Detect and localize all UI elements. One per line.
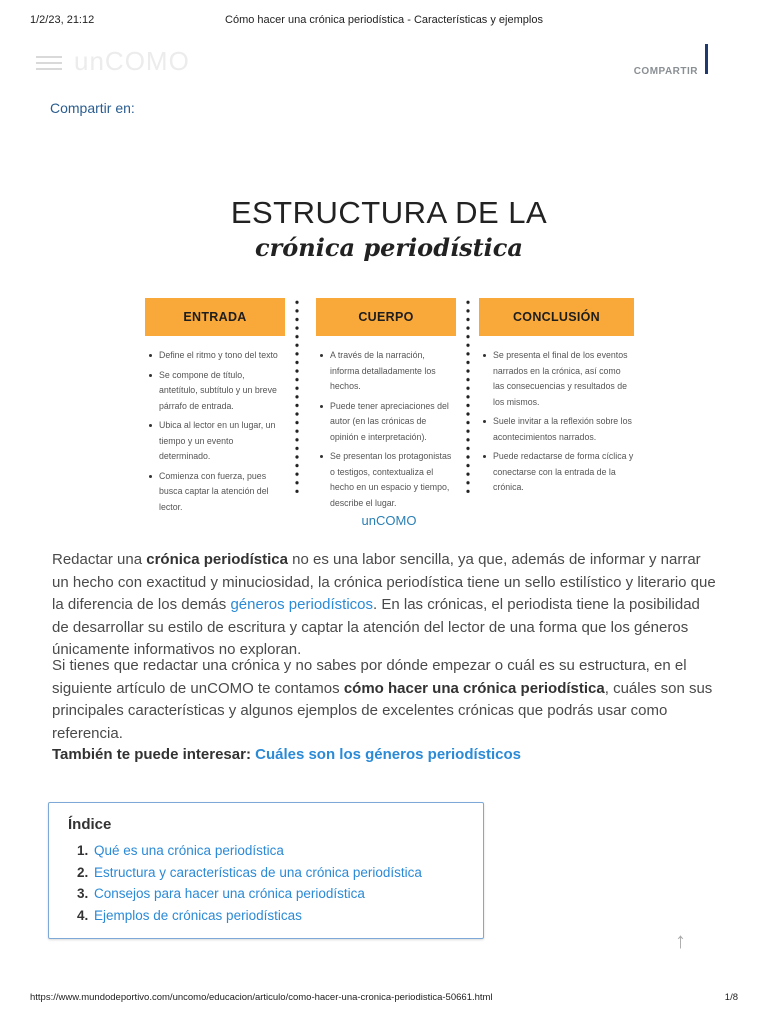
infographic-subtitle: crónica periodística (255, 233, 523, 262)
toc-number: 3. (77, 886, 89, 901)
menu-icon[interactable] (36, 56, 62, 70)
text: . En las crónicas, el periodista tiene la posibilidad de desarrollar su estilo de escritura y captar la atención del lector de una forma que los géneros únicamente informativos no exploran. (52, 596, 700, 658)
print-url: https://www.mundodeportivo.com/uncomo/educacion/articulo/como-hacer-una-cronica-periodistica-50661.html (30, 992, 493, 1003)
related-article-link[interactable]: Cuáles son los géneros periodísticos (255, 746, 522, 763)
text: , cuáles son sus principales características y algunos ejemplos de excelentes crónicas que podrás usar como referencia. (52, 679, 713, 742)
toc-link[interactable]: Qué es una crónica periodística (94, 843, 284, 858)
intro-paragraph (52, 549, 720, 662)
column-item: Comienza con fuerza, pues busca captar la atención del lector. (149, 469, 285, 516)
infographic-brand-logo: unCOMO (361, 513, 417, 528)
toc-link[interactable]: Estructura y características de una crónica periodística (94, 864, 422, 880)
toc-link[interactable]: Ejemplos de crónicas periodísticas (94, 907, 302, 923)
column-heading: ENTRADA (145, 298, 285, 336)
text: no es una labor sencilla, ya que, además de informar y narrar un hecho con exactitud y minuciosidad, la crónica periodística tiene un sello estilístico y literario que la diferencia de los demás (52, 551, 716, 613)
toc-number: 1. (77, 843, 89, 858)
print-page-number: 1/8 (724, 992, 738, 1003)
share-button[interactable]: COMPARTIR (633, 66, 698, 77)
toc-number: 4. (77, 907, 89, 923)
related-label: También te puede interesar: (52, 746, 256, 763)
second-paragraph (52, 655, 720, 745)
print-datetime: 1/2/23, 21:12 (30, 14, 95, 26)
print-footer (30, 992, 738, 1012)
column-item: Se presentan los protagonistas o testigos, contextualiza el hecho en un espacio y tiempo, describe el lugar. (320, 449, 456, 511)
generos-periodisticos-link[interactable]: géneros periodísticos (230, 596, 374, 613)
column-heading: CONCLUSIÓN (479, 298, 634, 336)
column-item: Suele invitar a la reflexión sobre los acontecimientos narrados. (483, 414, 634, 445)
bold-text: crónica periodística (146, 551, 288, 568)
dotted-divider (466, 298, 470, 493)
toc-link[interactable]: Consejos para hacer una crónica periodística (94, 886, 365, 901)
print-page-title: Cómo hacer una crónica periodística - Características y ejemplos (225, 14, 543, 26)
column-item: Ubica al lector en un lugar, un tiempo y un evento determinado. (149, 418, 285, 465)
share-in-label: Compartir en: (50, 100, 135, 116)
scroll-to-top-icon[interactable]: ↑ (675, 928, 686, 953)
column-item: Puede tener apreciaciones del autor (en las crónicas de opinión e interpretación). (320, 399, 456, 446)
column-heading: CUERPO (316, 298, 456, 336)
column-conclusion (479, 298, 634, 500)
site-logo[interactable]: unCOMO (74, 46, 190, 76)
column-item: Se compone de título, antetítulo, subtítulo y un breve párrafo de entrada. (149, 368, 285, 415)
column-entrada (145, 298, 285, 519)
print-header (30, 14, 738, 34)
infographic-title: ESTRUCTURA DE LA (230, 195, 548, 230)
toc-item[interactable] (77, 862, 422, 884)
toc-item[interactable] (77, 840, 422, 862)
bold-text: cómo hacer una crónica periodística (343, 679, 605, 697)
toc-number: 2. (77, 864, 89, 880)
text: Redactar una (52, 551, 147, 568)
structure-infographic (140, 185, 638, 530)
dotted-divider (295, 298, 299, 493)
toc-title: Índice (68, 816, 112, 833)
column-item: Puede redactarse de forma cíclica y conectarse con la entrada de la crónica. (483, 449, 634, 496)
toc-item[interactable] (77, 905, 422, 927)
toc-item[interactable] (77, 883, 422, 905)
column-item: Define el ritmo y tono del texto (149, 348, 285, 364)
column-item: Se presenta el final de los eventos narrados en la crónica, así como las consecuencias y resultados de los mismos. (483, 348, 634, 410)
related-article (52, 744, 720, 767)
text: Si tienes que redactar una crónica y no sabes por dónde empezar o cuál es su estructura, en el siguiente artículo de unCOMO te contamos (52, 657, 687, 697)
table-of-contents (48, 802, 484, 939)
column-item: A través de la narración, informa detalladamente los hechos. (320, 348, 456, 395)
share-accent-bar (705, 44, 708, 74)
column-cuerpo (316, 298, 456, 515)
site-topbar (30, 44, 738, 84)
